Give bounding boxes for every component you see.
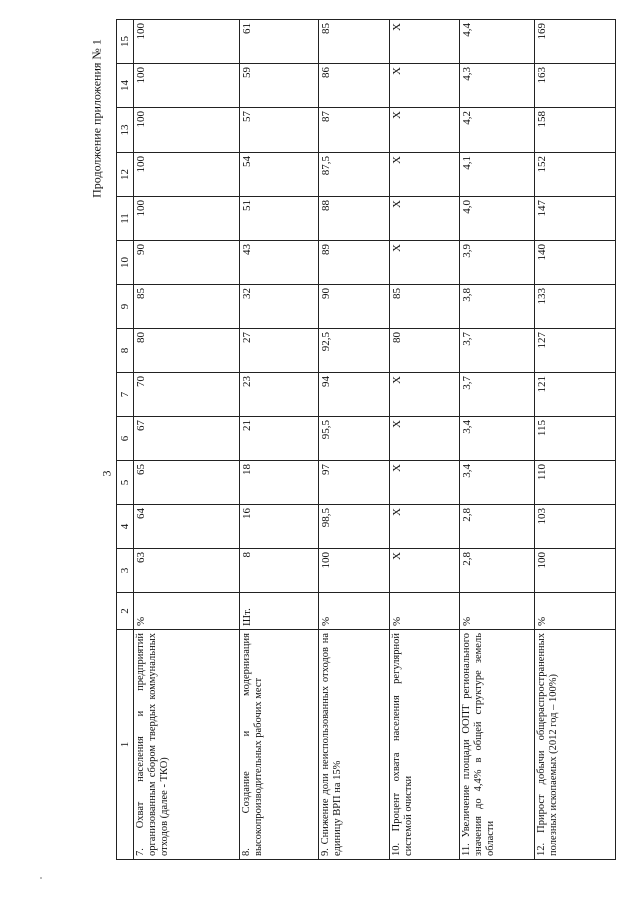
table-cell: 158: [535, 108, 616, 153]
indicators-table: [116, 19, 616, 860]
table-row: [319, 20, 390, 860]
table-cell: X: [390, 373, 460, 417]
table-cell: 2,8: [459, 505, 534, 549]
table-cell: 169: [535, 20, 616, 64]
table-cell: 85: [319, 20, 390, 64]
table-cell: 67: [133, 417, 239, 461]
table-cell: 32: [239, 285, 319, 329]
table-cell: 3,8: [459, 285, 534, 329]
table-cell: 63: [133, 549, 239, 593]
column-number: 5: [117, 461, 134, 505]
table-cell: 100: [319, 549, 390, 593]
row-unit: %: [133, 593, 239, 630]
table-cell: 3,4: [459, 461, 534, 505]
column-number: 2: [117, 593, 134, 630]
table-cell: 3,7: [459, 373, 534, 417]
table-cell: 92,5: [319, 329, 390, 373]
row-unit: %: [535, 593, 616, 630]
table-cell: 80: [390, 329, 460, 373]
table-cell: 163: [535, 64, 616, 108]
table-cell: 16: [239, 505, 319, 549]
appendix-note: Продолжение приложения № 1: [89, 39, 104, 198]
row-unit: %: [390, 593, 460, 630]
table-cell: 110: [535, 461, 616, 505]
table-cell: 147: [535, 197, 616, 241]
row-label: 12. Прирост добычи общераспространенных полезных ископаемых (2012 год – 100%): [535, 630, 616, 860]
table-cell: 43: [239, 241, 319, 285]
table-cell: 4,1: [459, 153, 534, 197]
table-cell: 61: [239, 20, 319, 64]
table-cell: 100: [133, 64, 239, 108]
table-cell: X: [390, 241, 460, 285]
table-row: [459, 20, 534, 860]
row-unit: %: [319, 593, 390, 630]
table-row: [390, 20, 460, 860]
table-row: [133, 20, 239, 860]
table-cell: 70: [133, 373, 239, 417]
table-cell: 85: [390, 285, 460, 329]
table-cell: X: [390, 505, 460, 549]
table-cell: 88: [319, 197, 390, 241]
column-number: 8: [117, 329, 134, 373]
table-cell: 23: [239, 373, 319, 417]
table-cell: 80: [133, 329, 239, 373]
column-number: 14: [117, 64, 134, 108]
table-cell: 3,4: [459, 417, 534, 461]
page-number: 3: [99, 470, 114, 477]
table-cell: 64: [133, 505, 239, 549]
table-cell: 103: [535, 505, 616, 549]
table-cell: 140: [535, 241, 616, 285]
table-cell: 100: [133, 197, 239, 241]
table-cell: 97: [319, 461, 390, 505]
table-cell: 3,7: [459, 329, 534, 373]
table-cell: X: [390, 153, 460, 197]
table-cell: X: [390, 417, 460, 461]
table-cell: 90: [133, 241, 239, 285]
table-cell: 100: [133, 153, 239, 197]
table-cell: 100: [133, 108, 239, 153]
table-cell: 87,5: [319, 153, 390, 197]
table-cell: 8: [239, 549, 319, 593]
table-cell: 4,2: [459, 108, 534, 153]
table-cell: 27: [239, 329, 319, 373]
column-number: 3: [117, 549, 134, 593]
appendix-note-box: [90, 28, 104, 208]
column-number: 15: [117, 20, 134, 64]
indicators-table-wrap: [116, 20, 616, 860]
table-cell: 3,9: [459, 241, 534, 285]
table-cell: 100: [535, 549, 616, 593]
table-cell: 87: [319, 108, 390, 153]
table-cell: 54: [239, 153, 319, 197]
column-number: 4: [117, 505, 134, 549]
table-cell: 89: [319, 241, 390, 285]
table-cell: 94: [319, 373, 390, 417]
table-cell: 4,4: [459, 20, 534, 64]
row-label: 11. Увеличение площади ООПТ регионального значения до 4,4% в общей структуре земель области: [459, 630, 534, 860]
column-number: 11: [117, 197, 134, 241]
table-cell: X: [390, 20, 460, 64]
table-cell: 100: [133, 20, 239, 64]
table-cell: 85: [133, 285, 239, 329]
table-cell: 18: [239, 461, 319, 505]
table-cell: 65: [133, 461, 239, 505]
table-cell: 90: [319, 285, 390, 329]
column-number: 1: [117, 630, 134, 860]
column-number: 12: [117, 153, 134, 197]
table-cell: 59: [239, 64, 319, 108]
table-cell: 51: [239, 197, 319, 241]
table-cell: 115: [535, 417, 616, 461]
column-number: 6: [117, 417, 134, 461]
table-cell: 57: [239, 108, 319, 153]
table-cell: 152: [535, 153, 616, 197]
scan-dot: [40, 877, 42, 879]
table-cell: 133: [535, 285, 616, 329]
row-label: 8. Создание и модернизация высокопроизводительных рабочих мест: [239, 630, 319, 860]
table-cell: 95,5: [319, 417, 390, 461]
table-row: [535, 20, 616, 860]
table-cell: X: [390, 461, 460, 505]
table-cell: 4,3: [459, 64, 534, 108]
table-cell: 121: [535, 373, 616, 417]
table-cell: 127: [535, 329, 616, 373]
table-cell: 98,5: [319, 505, 390, 549]
row-label: 9. Снижение доли неиспользованных отходов на единицу ВРП на 15%: [319, 630, 390, 860]
row-unit: Шт.: [239, 593, 319, 630]
column-number: 10: [117, 241, 134, 285]
table-cell: 21: [239, 417, 319, 461]
column-number: 9: [117, 285, 134, 329]
table-cell: 86: [319, 64, 390, 108]
column-number: 7: [117, 373, 134, 417]
table-cell: 2,8: [459, 549, 534, 593]
header-row: [117, 20, 134, 860]
table-cell: X: [390, 64, 460, 108]
column-number: 13: [117, 108, 134, 153]
table-cell: X: [390, 549, 460, 593]
table-cell: 4,0: [459, 197, 534, 241]
row-label: 7. Охват населения и предприятий организованным сбором твердых коммунальных отходов (далее - ТКО): [133, 630, 239, 860]
table-row: [239, 20, 319, 860]
table-cell: X: [390, 108, 460, 153]
row-unit: %: [459, 593, 534, 630]
table-cell: X: [390, 197, 460, 241]
row-label: 10. Процент охвата населения регулярной системой очистки: [390, 630, 460, 860]
